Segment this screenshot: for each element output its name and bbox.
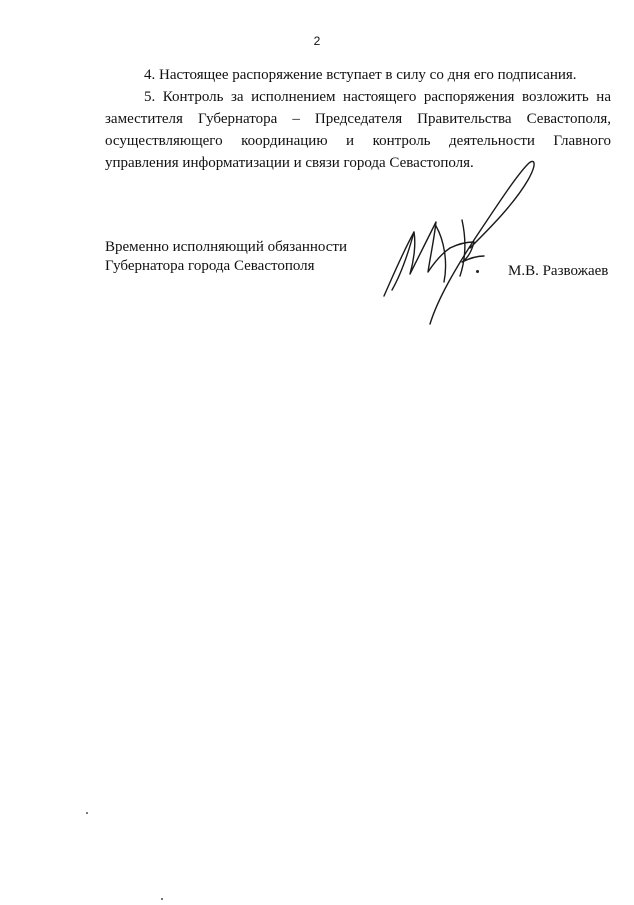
signer-name: М.В. Развожаев: [508, 263, 609, 279]
signer-title-line-1: Временно исполняющий обязанности: [105, 239, 348, 255]
page-number: 2: [313, 34, 321, 48]
signer-title: [105, 238, 347, 276]
signer-title-line-2: Губернатора города Севастополя: [105, 258, 315, 274]
handwritten-signature: [378, 158, 538, 328]
dot-mark: [476, 270, 479, 273]
paragraph-4: 4. Настоящее распоряжение вступает в силу со дня его подписания.: [144, 67, 577, 83]
speck-mark: [86, 812, 88, 814]
paragraph-5: 5. Контроль за исполнением настоящего распоряжения возложить на заместителя Губернатора – Председателя Правительства Севастополя, осуществляющего координацию и контроль деятельности Главного управления информатизации и связи города Севастополя.: [105, 89, 611, 171]
speck-mark: [161, 898, 163, 900]
